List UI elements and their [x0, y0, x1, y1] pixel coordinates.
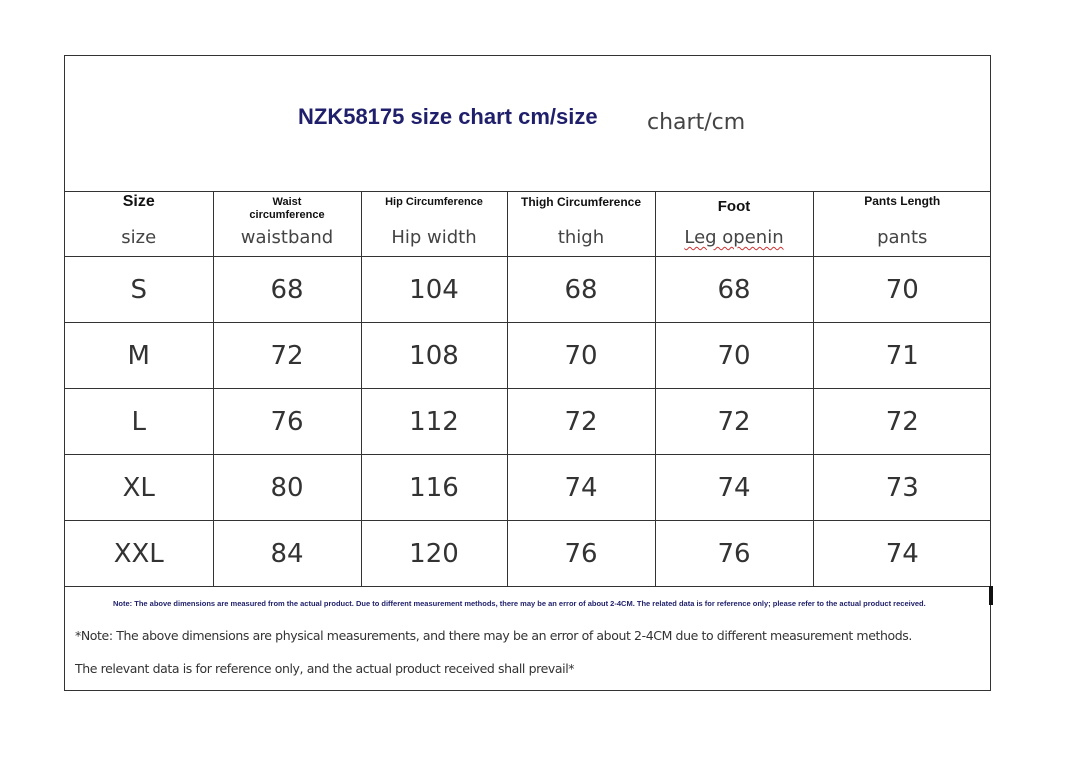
table-row — [65, 323, 991, 389]
note-line-2: The relevant data is for reference only, and the actual product received shall prevail* — [75, 661, 575, 676]
header-label-en: Waist circumference — [249, 196, 325, 221]
size-cell: XXL — [65, 521, 213, 587]
header-label-en: Foot — [717, 198, 751, 215]
length-cell: 71 — [813, 323, 991, 389]
header-label-en: Hip Circumference — [385, 196, 483, 208]
title-area — [65, 56, 990, 192]
header-label-alt: size — [121, 227, 157, 248]
header-label-en: Thigh Circumference — [520, 195, 642, 209]
size-chart-sheet — [64, 55, 991, 691]
header-label-en: Pants Length — [864, 194, 941, 208]
table-row — [65, 455, 991, 521]
length-cell: 73 — [813, 455, 991, 521]
edge-mark — [989, 586, 993, 605]
hip-cell: 108 — [361, 323, 507, 389]
table-row — [65, 389, 991, 455]
chart-title: NZK58175 size chart cm/size — [298, 104, 598, 129]
thigh-cell: 70 — [507, 323, 655, 389]
thigh-cell: 76 — [507, 521, 655, 587]
length-cell: 70 — [813, 257, 991, 323]
hip-cell: 104 — [361, 257, 507, 323]
header-cell-hip — [361, 192, 507, 257]
header-label-alt: Hip width — [391, 227, 477, 248]
waist-cell: 76 — [213, 389, 361, 455]
waist-cell: 80 — [213, 455, 361, 521]
chart-unit-label: chart/cm — [647, 110, 746, 135]
thigh-cell: 72 — [507, 389, 655, 455]
waist-cell: 84 — [213, 521, 361, 587]
length-cell: 74 — [813, 521, 991, 587]
hip-cell: 112 — [361, 389, 507, 455]
thigh-cell: 74 — [507, 455, 655, 521]
note-english-small: Note: The above dimensions are measured from the actual product. Due to different measurement methods, there may be an error of about 2-4CM. The related data is for reference only; please refer to the actual product received. — [113, 599, 926, 608]
foot-cell: 76 — [655, 521, 813, 587]
header-label-alt: waistband — [240, 227, 334, 248]
size-table — [65, 192, 991, 587]
header-cell-thigh — [507, 192, 655, 257]
table-row — [65, 257, 991, 323]
header-label-alt: pants — [877, 227, 928, 248]
hip-cell: 120 — [361, 521, 507, 587]
header-cell-size — [65, 192, 213, 257]
header-cell-foot — [655, 192, 813, 257]
header-cell-waist — [213, 192, 361, 257]
size-cell: L — [65, 389, 213, 455]
table-header-row — [65, 192, 991, 257]
hip-cell: 116 — [361, 455, 507, 521]
foot-cell: 70 — [655, 323, 813, 389]
header-cell-length — [813, 192, 991, 257]
header-label-alt: thigh — [557, 227, 605, 248]
waist-cell: 68 — [213, 257, 361, 323]
header-label-en: Size — [122, 193, 155, 210]
size-cell: S — [65, 257, 213, 323]
foot-cell: 74 — [655, 455, 813, 521]
notes-section — [65, 587, 990, 691]
foot-cell: 72 — [655, 389, 813, 455]
thigh-cell: 68 — [507, 257, 655, 323]
waist-cell: 72 — [213, 323, 361, 389]
size-cell: M — [65, 323, 213, 389]
table-row — [65, 521, 991, 587]
foot-cell: 68 — [655, 257, 813, 323]
note-line-1: *Note: The above dimensions are physical measurements, and there may be an error of about 2-4CM due to different measurement methods. — [75, 628, 912, 643]
size-cell: XL — [65, 455, 213, 521]
length-cell: 72 — [813, 389, 991, 455]
header-label-alt: Leg openin — [684, 227, 784, 248]
